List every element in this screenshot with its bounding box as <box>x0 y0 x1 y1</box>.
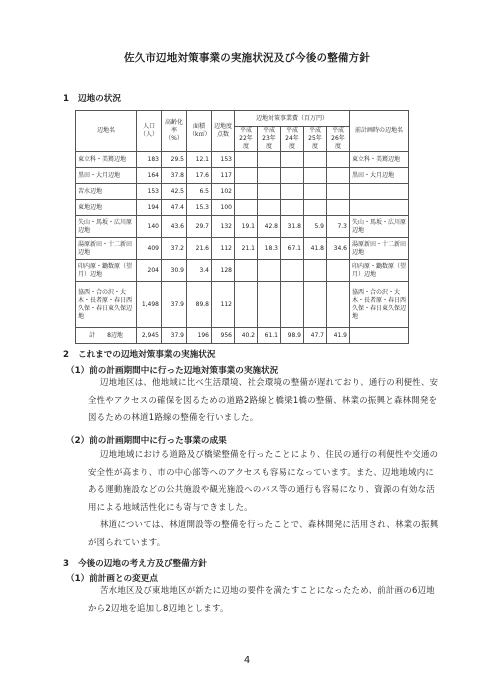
header-year: 平成26年度 <box>327 127 350 152</box>
section-3-label: 今後の辺地の考え方及び整備方針 <box>77 559 207 569</box>
cell-cost <box>327 260 350 282</box>
cell-prev <box>350 184 409 200</box>
total-score: 956 <box>212 328 235 344</box>
cell-name: 協西・合の沢・大木・長者原・春日西久保・春日東久保辺地 <box>76 282 137 328</box>
section-2-2-heading: （2）前の計画期間中に行った事業の成果 <box>66 436 227 446</box>
cell-cost <box>281 260 304 282</box>
cell-score: 132 <box>212 216 235 238</box>
cell-cost <box>304 282 327 328</box>
total-cost: 47.7 <box>304 328 327 344</box>
cell-cost: 21.1 <box>235 238 258 260</box>
cell-population: 140 <box>137 216 162 238</box>
cell-cost: 31.8 <box>281 216 304 238</box>
cell-population: 1,498 <box>137 282 162 328</box>
header-year: 平成25年度 <box>304 127 327 152</box>
cell-score: 112 <box>212 282 235 328</box>
section-2-2-text-1: 辺地地域における道路及び橋梁整備を行ったことにより、住民の通行の利便性や交通の安全性が高まり、市の中心部等へのアクセスも容易になっています。また、辺地地域内にある運動施設などの公共施設や観光施設へのバス等の通行も容易になり、資源の有効な活用による地域活性化にも寄与できました。 <box>88 449 439 512</box>
cell-prev: 協西・合の沢・大木・長者原・春日西久保・春日東久保辺地 <box>350 282 409 328</box>
header-name: 辺地名 <box>76 111 137 152</box>
cell-cost <box>281 200 304 216</box>
cell-cost <box>258 282 281 328</box>
header-year: 平成24年度 <box>281 127 304 152</box>
header-prev-name: 前計画時の辺地名 <box>350 111 409 152</box>
header-cost-group: 辺地対策事業費（百万円） <box>235 111 350 127</box>
cell-cost <box>258 152 281 168</box>
cell-aging: 47.4 <box>162 200 187 216</box>
cell-name: 黒田・大月辺地 <box>76 168 137 184</box>
cell-prev <box>350 200 409 216</box>
total-aging: 37.9 <box>162 328 187 344</box>
cell-cost <box>304 184 327 200</box>
cell-aging: 37.8 <box>162 168 187 184</box>
cell-aging: 37.9 <box>162 282 187 328</box>
cell-score: 112 <box>212 238 235 260</box>
header-population: 人口（人） <box>137 111 162 152</box>
cell-cost <box>281 184 304 200</box>
cell-cost <box>327 282 350 328</box>
total-prev <box>350 328 409 344</box>
cell-cost <box>258 168 281 184</box>
table-row <box>76 168 409 184</box>
section-3-heading <box>63 557 207 569</box>
cell-cost <box>304 168 327 184</box>
cell-cost <box>281 282 304 328</box>
cell-cost: 42.8 <box>258 216 281 238</box>
cell-cost: 18.3 <box>258 238 281 260</box>
cell-cost <box>327 184 350 200</box>
cell-cost <box>304 260 327 282</box>
header-aging-rate: 高齢化率（%） <box>162 111 187 152</box>
header-year: 平成23年度 <box>258 127 281 152</box>
cell-aging: 37.2 <box>162 238 187 260</box>
cell-area: 3.4 <box>187 260 212 282</box>
section-2-label: これまでの辺地対策事業の実施状況 <box>77 350 216 360</box>
cell-score: 153 <box>212 152 235 168</box>
cell-cost <box>304 152 327 168</box>
table-row <box>76 200 409 216</box>
header-score: 辺地度点数 <box>212 111 235 152</box>
total-cost: 41.9 <box>327 328 350 344</box>
table-total-row <box>76 328 409 344</box>
cell-aging: 30.9 <box>162 260 187 282</box>
cell-name: 東地辺地 <box>76 200 137 216</box>
cell-area: 12.1 <box>187 152 212 168</box>
total-area: 196 <box>187 328 212 344</box>
cell-cost <box>304 200 327 216</box>
cell-area: 89.8 <box>187 282 212 328</box>
cell-aging: 29.5 <box>162 152 187 168</box>
cell-prev: 黒田・大月辺地 <box>350 168 409 184</box>
cell-score: 117 <box>212 168 235 184</box>
section-2-number: 2 <box>63 350 69 360</box>
cell-population: 194 <box>137 200 162 216</box>
section-3-1-heading: （1）前計画との変更点 <box>66 574 158 584</box>
cell-score: 100 <box>212 200 235 216</box>
table-row <box>76 216 409 238</box>
cell-cost: 7.3 <box>327 216 350 238</box>
cell-area: 15.3 <box>187 200 212 216</box>
cell-population: 204 <box>137 260 162 282</box>
cell-cost: 67.1 <box>281 238 304 260</box>
section-1-heading <box>63 92 121 104</box>
henchi-status-table <box>75 110 409 344</box>
cell-cost <box>235 282 258 328</box>
cell-cost <box>281 168 304 184</box>
section-2-2-text-2: 林道については、林道開設等の整備を行ったことで、森林開発に活用され、林業の振興が図られています。 <box>88 519 439 547</box>
cell-aging: 42.5 <box>162 184 187 200</box>
cell-cost <box>281 152 304 168</box>
total-label: 計 8辺地 <box>76 328 137 344</box>
cell-cost <box>235 200 258 216</box>
section-3-number: 3 <box>63 559 69 569</box>
table-row <box>76 238 409 260</box>
cell-cost <box>258 260 281 282</box>
cell-cost: 19.1 <box>235 216 258 238</box>
cell-cost: 5.9 <box>304 216 327 238</box>
table-row <box>76 282 409 328</box>
total-cost: 40.2 <box>235 328 258 344</box>
cell-population: 409 <box>137 238 162 260</box>
total-cost: 61.1 <box>258 328 281 344</box>
header-year: 平成22年度 <box>235 127 258 152</box>
cell-area: 29.7 <box>187 216 212 238</box>
page-number: 4 <box>243 655 251 666</box>
cell-area: 17.6 <box>187 168 212 184</box>
cell-prev: 東立科・美篶辺地 <box>350 152 409 168</box>
cell-prev: 印内原・鋤数原（望月）辺地 <box>350 260 409 282</box>
cell-area: 6.5 <box>187 184 212 200</box>
cell-cost <box>235 184 258 200</box>
cell-cost <box>235 152 258 168</box>
cell-cost <box>327 152 350 168</box>
cell-cost <box>327 200 350 216</box>
header-area: 面積（k㎡） <box>187 111 212 152</box>
cell-prev: 失山・馬坂・広川原辺地 <box>350 216 409 238</box>
cell-population: 153 <box>137 184 162 200</box>
cell-score: 102 <box>212 184 235 200</box>
cell-cost: 34.6 <box>327 238 350 260</box>
cell-cost <box>258 184 281 200</box>
cell-name: 印内原・鋤数原（望月）辺地 <box>76 260 137 282</box>
section-2-1-heading: （1）前の計画期間中に行った辺地対策事業の実施状況 <box>66 366 279 376</box>
cell-cost <box>327 168 350 184</box>
cell-name: 苦水辺地 <box>76 184 137 200</box>
cell-score: 128 <box>212 260 235 282</box>
section-2-1-text: 辺地地区は、他地域に比べ生活環境、社会環境の整備が遅れており、通行の利便性、安全性やアクセスの確保を図るための道路2路線と橋梁1橋の整備、林業の振興と森林開発を図るための林道1路線の整備を行いました。 <box>88 377 439 423</box>
cell-population: 183 <box>137 152 162 168</box>
cell-name: 湯原新田・十二新田辺地 <box>76 238 137 260</box>
cell-cost: 41.8 <box>304 238 327 260</box>
total-cost: 98.9 <box>281 328 304 344</box>
section-3-1-text: 苦水地区及び東地地区が新たに辺地の要件を満たすことになったため、前計画の6辺地から2辺地を追加し8辺地とします。 <box>88 585 435 613</box>
cell-aging: 43.6 <box>162 216 187 238</box>
cell-area: 21.6 <box>187 238 212 260</box>
total-population: 2,945 <box>137 328 162 344</box>
table-row <box>76 260 409 282</box>
section-1-number: 1 <box>63 94 69 104</box>
cell-cost <box>235 168 258 184</box>
cell-cost <box>235 260 258 282</box>
table-row <box>76 152 409 168</box>
section-2-heading <box>63 348 215 360</box>
cell-name: 東立科・美篶辺地 <box>76 152 137 168</box>
page-title: 佐久市辺地対策事業の実施状況及び今後の整備方針 <box>123 52 371 64</box>
table-row <box>76 184 409 200</box>
cell-cost <box>258 200 281 216</box>
cell-population: 164 <box>137 168 162 184</box>
cell-name: 失山・馬坂・広川原辺地 <box>76 216 137 238</box>
section-1-label: 辺地の状況 <box>77 94 121 104</box>
cell-prev: 湯原新田・十二新田辺地 <box>350 238 409 260</box>
